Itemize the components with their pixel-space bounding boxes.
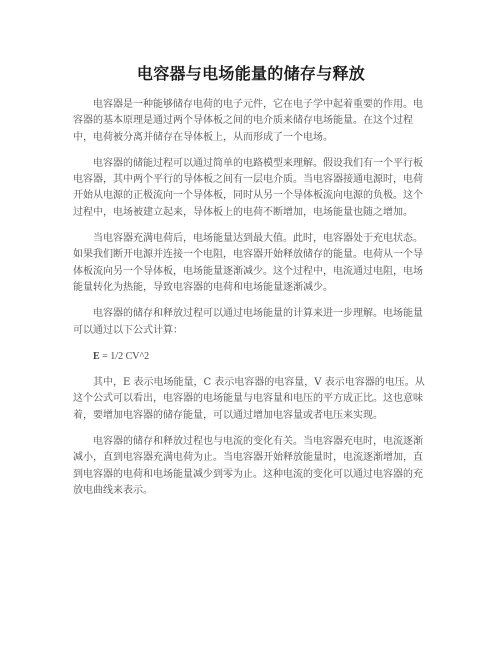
paragraph-discharge: 当电容器充满电荷后，电场能量达到最大值。此时，电容器处于充电状态。如果我们断开电源并连接一个电阻，电容器开始释放储存的能量。电荷从一个导体板流向另一个导体板，电场能量逐渐减少。这个过程中，电流通过电阻，电场能量转化为热能，导致电容器的电荷和电场能量逐渐减少。 bbox=[73, 233, 423, 293]
document-body bbox=[73, 97, 431, 509]
paragraph-formula-explanation: 其中，E 表示电场能量，C 表示电容器的电容量，V 表示电容器的电压。从这个公式可以看出，电容器的电场能量与电容量和电压的平方成正比。这也意味着，要增加电容器的储存能量，可以通过增加电容量或者电压来实现。 bbox=[73, 377, 425, 421]
formula-lhs: E bbox=[93, 350, 100, 362]
document-title: 电容器与电场能量的储存与释放 bbox=[136, 64, 366, 83]
paragraph-intro: 电容器是一种能够储存电荷的电子元件，它在电子学中起着重要的作用。电容器的基本原理是通过两个导体板之间的电介质来储存电场能量。在这个过程中，电荷被分离并储存在导体板上，从而形成了一个电场。 bbox=[73, 99, 423, 143]
formula-rhs: = 1/2 CV^2 bbox=[99, 350, 150, 362]
paragraph-energy-calc: 电容器的储存和释放过程可以通过电场能量的计算来进一步理解。电场能量可以通过以下公式计算： bbox=[73, 308, 423, 336]
paragraph-current-change: 电容器的储存和释放过程也与电流的变化有关。当电容器充电时，电流逐渐减小，直到电容器充满电荷为止。当电容器开始释放能量时，电流逐渐增加，直到电容器的电荷和电场能量减少到零为止。这种电流的变化可以通过电容器的充放电曲线来表示。 bbox=[73, 436, 423, 496]
energy-formula bbox=[73, 349, 431, 365]
paragraph-charging-model: 电容器的储能过程可以通过简单的电路模型来理解。假设我们有一个平行板电容器，其中两个平行的导体板之间有一层电介质。当电容器接通电源时，电荷开始从电源的正极流向一个导体板，同时从另一个导体板流向电源的负极。这个过程中，电场被建立起来，导体板上的电荷不断增加，电场能量也随之增加。 bbox=[73, 157, 423, 218]
